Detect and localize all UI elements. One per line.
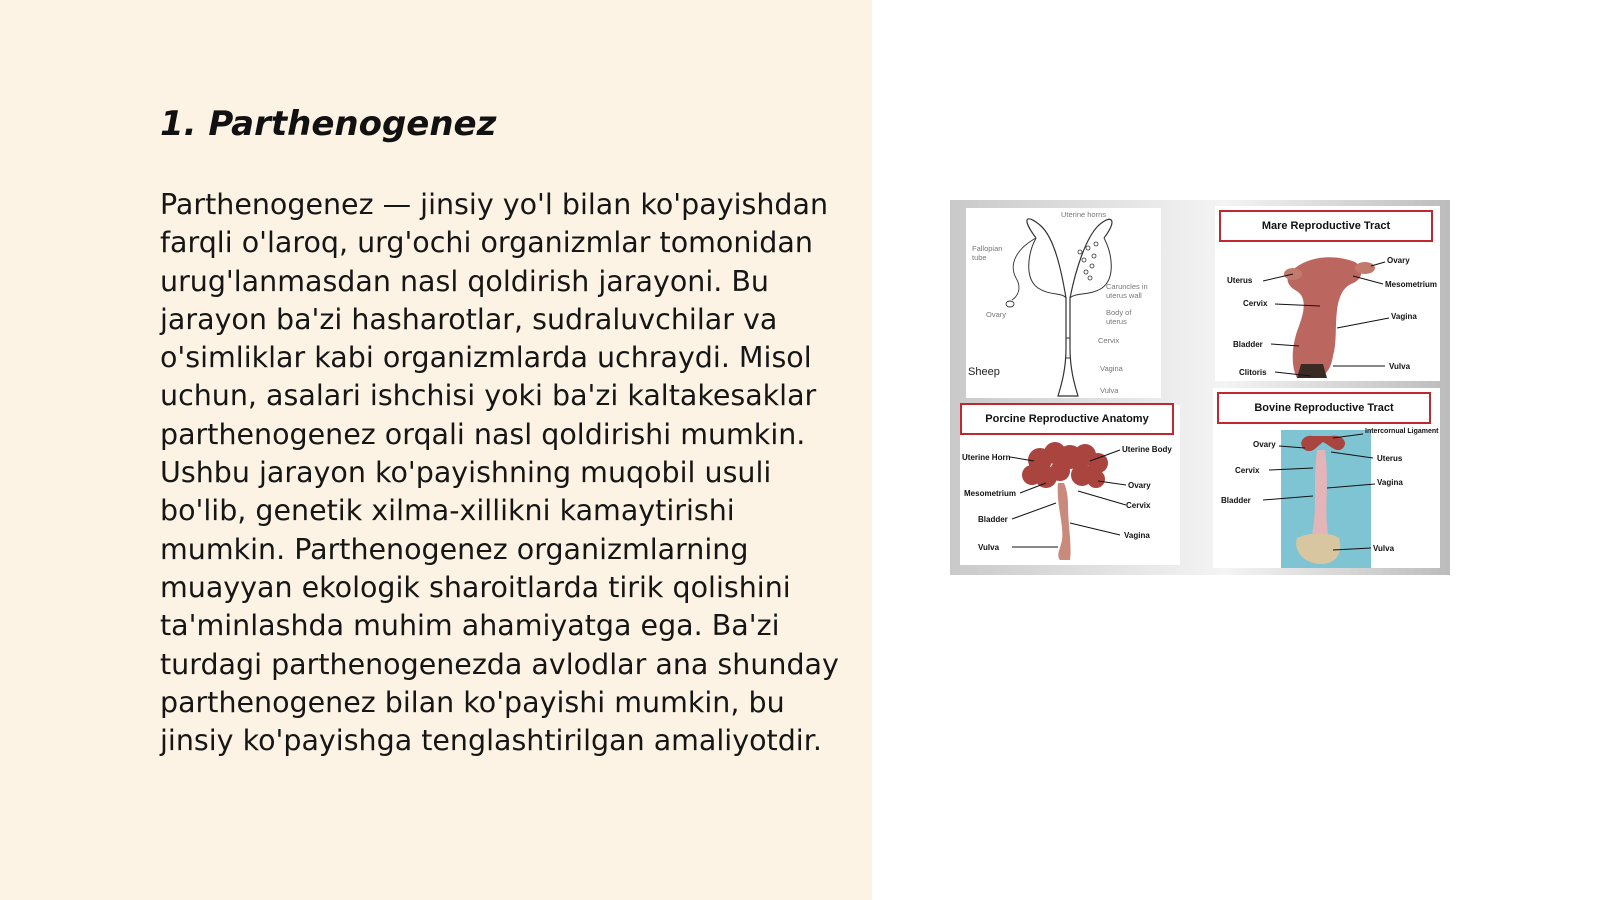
mare-tract-panel <box>1215 206 1440 381</box>
porcine-label-mesometrium: Mesometrium <box>964 489 1017 498</box>
porcine-label-uterine-body: Uterine Body <box>1122 445 1172 454</box>
reproductive-tract-figure <box>950 200 1450 575</box>
porcine-label-bladder: Bladder <box>978 515 1008 524</box>
mare-label-uterus: Uterus <box>1227 276 1253 285</box>
bovine-panel-title: Bovine Reproductive Tract <box>1217 392 1431 424</box>
bovine-label-vulva: Vulva <box>1373 544 1395 553</box>
bovine-label-intercornual-ligament: Intercornual Ligament <box>1365 428 1439 435</box>
porcine-label-vulva: Vulva <box>978 543 1000 552</box>
sheep-label-caruncles: Caruncles in uterus wall <box>1106 282 1148 300</box>
mare-label-vagina: Vagina <box>1391 312 1417 321</box>
porcine-label-ovary: Ovary <box>1128 481 1151 490</box>
sheep-caption: Sheep <box>968 366 1000 378</box>
bovine-label-ovary: Ovary <box>1253 440 1276 449</box>
bovine-label-vagina: Vagina <box>1377 478 1403 487</box>
porcine-anatomy-panel <box>960 405 1180 565</box>
bovine-label-cervix: Cervix <box>1235 466 1260 475</box>
sheep-diagram-panel <box>966 208 1161 398</box>
mare-label-ovary: Ovary <box>1387 256 1410 265</box>
sheep-label-body-of-uterus: Body of uterus <box>1106 308 1132 326</box>
bovine-tract-panel <box>1213 388 1440 568</box>
sheep-label-cervix: Cervix <box>1098 336 1120 345</box>
bovine-label-uterus: Uterus <box>1377 454 1403 463</box>
porcine-label-uterine-horn: Uterine Horn <box>962 453 1011 462</box>
sheep-label-ovary: Ovary <box>986 310 1007 319</box>
sheep-label-vagina: Vagina <box>1100 364 1123 373</box>
porcine-panel-title: Porcine Reproductive Anatomy <box>960 403 1174 435</box>
sheep-label-fallopian-tube: Fallopian tube <box>972 244 1003 262</box>
sheep-label-uterine-horns: Uterine horns <box>1061 210 1107 219</box>
mare-panel-title: Mare Reproductive Tract <box>1219 210 1433 242</box>
mare-label-mesometrium: Mesometrium <box>1385 280 1438 289</box>
sheep-label-vulva: Vulva <box>1100 386 1119 395</box>
bovine-tract-image <box>1213 388 1440 568</box>
slide-body-text: Parthenogenez — jinsiy yo'l bilan ko'payishdan farqli o'laroq, urg'ochi organizmlar tomonidan urug'lanmasdan nasl qoldirish jarayoni. Bu jarayon ba'zi hasharotlar, sudraluvchilar va o'simliklar kabi organizmlarda uchraydi. Misol uchun, asalari ishchisi yoki ba'zi kaltakesaklar parthenogenez orqali nasl qoldirishi mumkin. Ushbu jarayon ko'payishning muqobil usuli bo'lib, genetik xilma-xillikni kamaytirishi mumkin. Parthenogenez organizmlarning muayyan ekologik sharoitlarda tirik qolishini ta'minlashda muhim ahamiyatga ega. Ba'zi turdagi parthenogenezda avlodlar ana shunday parthenogenez bilan ko'payishi mumkin, bu jinsiy ko'payishga tenglashtirilgan amaliyotdir. <box>160 188 839 758</box>
mare-label-vulva: Vulva <box>1389 362 1411 371</box>
mare-label-clitoris: Clitoris <box>1239 368 1267 377</box>
porcine-label-cervix: Cervix <box>1126 501 1151 510</box>
mare-label-cervix: Cervix <box>1243 299 1268 308</box>
bovine-label-bladder: Bladder <box>1221 496 1251 505</box>
mare-tract-image <box>1215 206 1440 381</box>
mare-label-bladder: Bladder <box>1233 340 1263 349</box>
porcine-label-vagina: Vagina <box>1124 531 1150 540</box>
slide-title: 1. Parthenogenez <box>160 104 497 144</box>
